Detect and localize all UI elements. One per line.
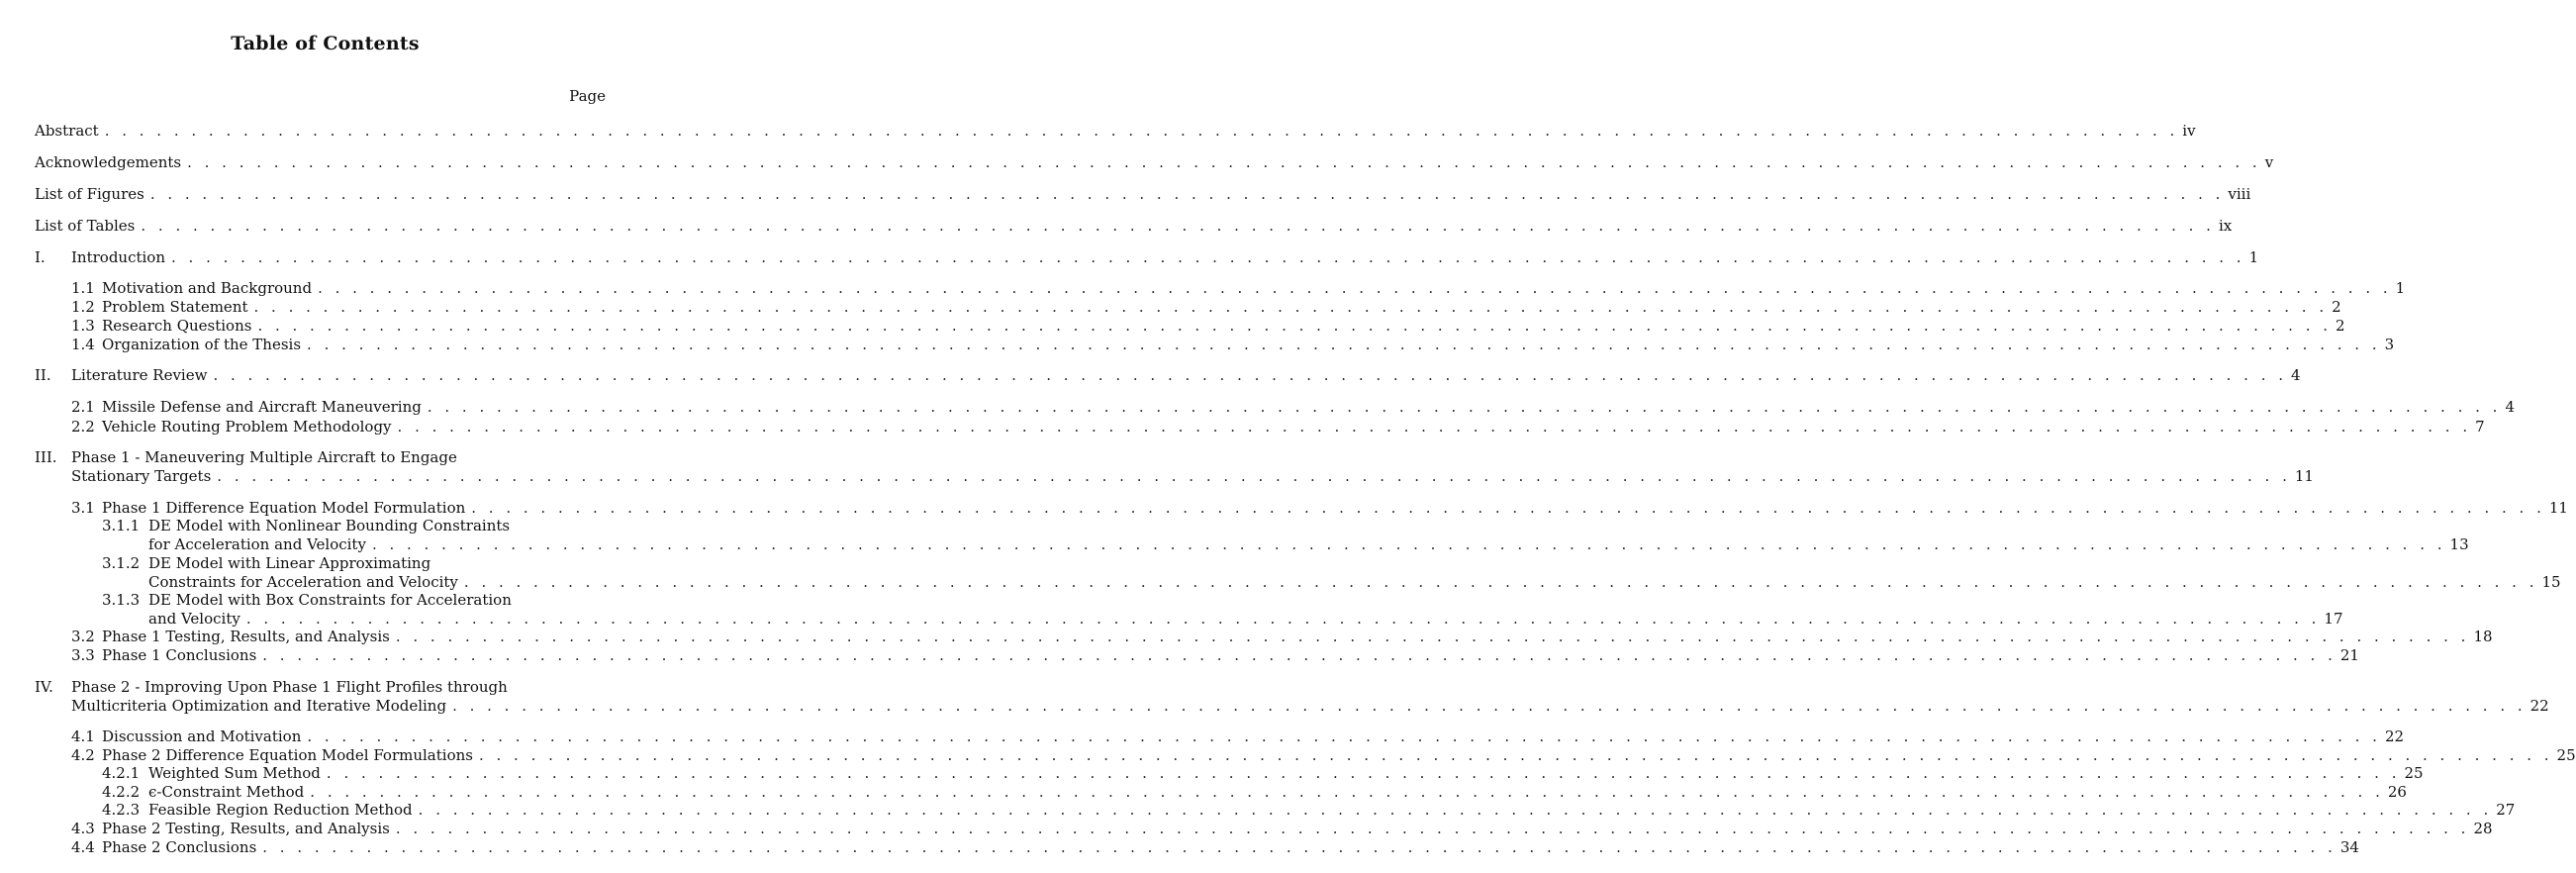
toc-entry-leader-line (102, 417, 2485, 436)
toc-entry-page: 3 (2384, 336, 2395, 353)
toc-entry-label: Feasible Region Reduction Method (148, 801, 413, 819)
toc-entry-page: 28 (2473, 820, 2493, 837)
toc-entry[interactable] (0, 696, 2549, 716)
toc-entry[interactable] (0, 800, 2516, 820)
toc-entry-label: Introduction (71, 248, 165, 266)
toc-entry-leader-line (148, 800, 2516, 820)
toc-entry-leader-line (102, 819, 2493, 838)
toc-entry-label: and Velocity (148, 610, 240, 628)
dot-leader: . . . . . . . . . . . . . . . . . . . . . . . . . . . . . . . . . . . . . . . . . . . . . . . . . . . . . . . . . . . . . . . . . . . . . . . . . . . . . . . . . . . . . . . . . . . . . . . . . . . . . . . . . . . . . . . . . . . . . . . . (307, 728, 2381, 745)
toc-entry-page: ix (2218, 217, 2233, 235)
toc-entry-page: 11 (2548, 499, 2568, 517)
toc-entry-label: Multicriteria Optimization and Iterative Modeling (71, 697, 447, 715)
toc-entry-page: viii (2228, 185, 2251, 203)
toc-entry-number: 1.1 (71, 279, 95, 297)
dot-leader: . . . . . . . . . . . . . . . . . . . . . . . . . . . . . . . . . . . . . . . . . . . . . . . . . . . . . . . . . . . . . . . . . . . . . . . . . . . . . . . . . . . . . . . . . . . . . . . . . . . . . . . . . . . . . . . . . . . . . . . . (217, 467, 2291, 485)
toc-entry-label: Stationary Targets (71, 467, 212, 485)
toc-entry-page: 22 (2384, 728, 2405, 745)
toc-entry[interactable] (0, 609, 2343, 629)
toc-entry-number: 3.1.2 (102, 554, 141, 572)
toc-entry-label: Phase 2 Conclusions (102, 838, 257, 856)
toc-entry-leader-line (102, 645, 2359, 665)
toc-entry[interactable] (0, 365, 2301, 385)
toc-entry-number: 4.1 (71, 728, 95, 745)
toc-entry-label-line1: DE Model with Linear Approximating (148, 554, 431, 572)
toc-entry-page: 2 (2336, 317, 2345, 335)
toc-entry[interactable] (0, 417, 2485, 436)
toc-entry-label: Literature Review (71, 366, 208, 384)
toc-entry-leader-line (102, 837, 2359, 857)
dot-leader: . . . . . . . . . . . . . . . . . . . . . . . . . . . . . . . . . . . . . . . . . . . . . . . . . . . . . . . . . . . . . . . . . . . . . . . . . . . . . . . . . . . . . . . . . . . . . . . . . . . . . . . . . . . . . . . . . . . . . . . . (397, 418, 2472, 436)
dot-leader: . . . . . . . . . . . . . . . . . . . . . . . . . . . . . . . . . . . . . . . . . . . . . . . . . . . . . . . . . . . . . . . . . . . . . . . . . . . . . . . . . . . . . . . . . . . . . . . . . . . . . . . . . . . . . . . . . . . . . . . . (149, 185, 2225, 203)
toc-entry-title-line (0, 516, 650, 535)
toc-entry-leader-line (148, 763, 2424, 783)
toc-entry-leader-line (71, 466, 2314, 486)
toc-entry-page: 25 (2404, 764, 2424, 782)
toc-entry-leader-line (102, 745, 2576, 765)
toc-entry-leader-line (71, 247, 2259, 267)
toc-entry-number: 4.2.2 (102, 783, 141, 801)
toc-entry[interactable] (0, 627, 2493, 646)
toc-entry-leader-line (102, 297, 2341, 317)
toc-entry-label: Vehicle Routing Problem Methodology (102, 418, 392, 436)
toc-entry-page: 26 (2387, 783, 2407, 801)
toc-entry-leader-line (102, 278, 2406, 298)
dot-leader: . . . . . . . . . . . . . . . . . . . . . . . . . . . . . . . . . . . . . . . . . . . . . . . . . . . . . . . . . . . . . . . . . . . . . . . . . . . . . . . . . . . . . . . . . . . . . . . . . . . . . . . . . . . . . . . . . . . . . . . . (452, 697, 2527, 715)
toc-entry-page: 15 (2541, 573, 2561, 591)
toc-entry-title-line (0, 553, 650, 573)
toc-entry-label: Motivation and Background (102, 279, 313, 297)
toc-entry-number: 3.1 (71, 499, 95, 517)
toc-entry-leader-line (35, 184, 2251, 204)
toc-entry[interactable] (0, 782, 2407, 802)
dot-leader: . . . . . . . . . . . . . . . . . . . . . . . . . . . . . . . . . . . . . . . . . . . . . . . . . . . . . . . . . . . . . . . . . . . . . . . . . . . . . . . . . . . . . . . . . . . . . . . . . . . . . . . . . . . . . . . . . . . . . . . . (213, 366, 2288, 384)
dot-leader: . . . . . . . . . . . . . . . . . . . . . . . . . . . . . . . . . . . . . . . . . . . . . . . . . . . . . . . . . . . . . . . . . . . . . . . . . . . . . . . . . . . . . . . . . . . . . . . . . . . . . . . . . . . . . . . . . . . . . . . . (262, 838, 2337, 856)
toc-entry-label-line1: Phase 1 - Maneuvering Multiple Aircraft to Engage (71, 448, 457, 466)
toc-entry-title-line (0, 590, 650, 610)
toc-entry-page: 2 (2332, 298, 2341, 316)
toc-entry-label: Research Questions (102, 317, 252, 335)
toc-entry-label: for Acceleration and Velocity (148, 535, 366, 553)
toc-entry-label: Phase 1 Conclusions (102, 646, 257, 664)
toc-entry[interactable] (0, 184, 2251, 204)
toc-entry-number: 3.1.3 (102, 591, 141, 609)
toc-entry[interactable] (0, 397, 2515, 417)
toc-entry-label: Discussion and Motivation (102, 728, 302, 745)
toc-entry-leader-line (148, 609, 2343, 629)
toc-entry-number: 1.4 (71, 336, 95, 353)
toc-entry-leader-line (102, 498, 2568, 518)
dot-leader: . . . . . . . . . . . . . . . . . . . . . . . . . . . . . . . . . . . . . . . . . . . . . . . . . . . . . . . . . . . . . . . . . . . . . . . . . . . . . . . . . . . . . . . . . . . . . . . . . . . . . . . . . . . . . . . . . . . . . . . . (395, 628, 2470, 645)
toc-entry-number: 3.1.1 (102, 517, 141, 534)
toc-entry-label: Phase 1 Difference Equation Model Formulation (102, 499, 466, 517)
dot-leader: . . . . . . . . . . . . . . . . . . . . . . . . . . . . . . . . . . . . . . . . . . . . . . . . . . . . . . . . . . . . . . . . . . . . . . . . . . . . . . . . . . . . . . . . . . . . . . . . . . . . . . . . . . . . . . . . . . . . . . . . (262, 646, 2337, 664)
dot-leader: . . . . . . . . . . . . . . . . . . . . . . . . . . . . . . . . . . . . . . . . . . . . . . . . . . . . . . . . . . . . . . . . . . . . . . . . . . . . . . . . . . . . . . . . . . . . . . . . . . . . . . . . . . . . . . . . . . . . . . . . (187, 153, 2261, 171)
toc-entry-page: 7 (2475, 418, 2485, 436)
toc-entry-number: 2.2 (71, 418, 95, 436)
toc-entry-leader-line (71, 365, 2301, 385)
toc-entry-leader-line (148, 572, 2561, 592)
toc-entry-page: 1 (2248, 248, 2259, 266)
toc-entry-label: Missile Defense and Aircraft Maneuvering (102, 398, 422, 416)
dot-leader: . . . . . . . . . . . . . . . . . . . . . . . . . . . . . . . . . . . . . . . . . . . . . . . . . . . . . . . . . . . . . . . . . . . . . . . . . . . . . . . . . . . . . . . . . . . . . . . . . . . . . . . . . . . . . . . . . . . . . . . . (245, 610, 2321, 628)
toc-entry-number: 1.3 (71, 317, 95, 335)
page-title: Table of Contents (231, 33, 420, 54)
toc-entry[interactable] (0, 763, 2424, 783)
dot-leader: . . . . . . . . . . . . . . . . . . . . . . . . . . . . . . . . . . . . . . . . . . . . . . . . . . . . . . . . . . . . . . . . . . . . . . . . . . . . . . . . . . . . . . . . . . . . . . . . . . . . . . . . . . . . . . . . . . . . . . . . (427, 398, 2502, 416)
toc-entry[interactable] (0, 278, 2406, 298)
dot-leader: . . . . . . . . . . . . . . . . . . . . . . . . . . . . . . . . . . . . . . . . . . . . . . . . . . . . . . . . . . . . . . . . . . . . . . . . . . . . . . . . . . . . . . . . . . . . . . . . . . . . . . . . . . . . . . . . . . . . . . . . (310, 783, 2384, 801)
toc-entry-leader-line (35, 121, 2196, 141)
dot-leader: . . . . . . . . . . . . . . . . . . . . . . . . . . . . . . . . . . . . . . . . . . . . . . . . . . . . . . . . . . . . . . . . . . . . . . . . . . . . . . . . . . . . . . . . . . . . . . . . . . . . . . . . . . . . . . . . . . . . . . . . (371, 535, 2446, 553)
toc-entry-number: 1.2 (71, 298, 95, 316)
toc-entry-title-line (0, 677, 650, 697)
dot-leader: . . . . . . . . . . . . . . . . . . . . . . . . . . . . . . . . . . . . . . . . . . . . . . . . . . . . . . . . . . . . . . . . . . . . . . . . . . . . . . . . . . . . . . . . . . . . . . . . . . . . . . . . . . . . . . . . . . . . . . . . (318, 279, 2392, 297)
dot-leader: . . . . . . . . . . . . . . . . . . . . . . . . . . . . . . . . . . . . . . . . . . . . . . . . . . . . . . . . . . . . . . . . . . . . . . . . . . . . . . . . . . . . . . . . . . . . . . . . . . . . . . . . . . . . . . . . . . . . . . . . (418, 801, 2493, 819)
toc-entry[interactable] (0, 466, 2314, 486)
toc-entry[interactable] (0, 745, 2576, 765)
toc-entry-page: 18 (2473, 628, 2493, 645)
toc-entry[interactable] (0, 572, 2561, 592)
toc-entry[interactable] (0, 837, 2359, 857)
toc-entry-leader-line (71, 696, 2549, 716)
toc-entry[interactable] (0, 316, 2345, 336)
toc-entry[interactable] (0, 152, 2274, 172)
toc-entry[interactable] (0, 727, 2405, 746)
dot-leader: . . . . . . . . . . . . . . . . . . . . . . . . . . . . . . . . . . . . . . . . . . . . . . . . . . . . . . . . . . . . . . . . . . . . . . . . . . . . . . . . . . . . . . . . . . . . . . . . . . . . . . . . . . . . . . . . . . . . . . . . (104, 122, 2179, 140)
toc-entry-leader-line (102, 316, 2345, 336)
toc-entry-number: 2.1 (71, 398, 95, 416)
toc-entry-page: 13 (2449, 535, 2469, 553)
toc-entry[interactable] (0, 297, 2341, 317)
toc-entry-leader-line (102, 727, 2405, 746)
toc-entry-number: III. (35, 448, 57, 466)
toc-entry-page: iv (2182, 122, 2196, 140)
toc-entry[interactable] (0, 498, 2568, 518)
toc-entry-number: 4.3 (71, 820, 95, 837)
toc-entry-label: Weighted Sum Method (148, 764, 321, 782)
toc-entry-label: Abstract (35, 122, 99, 140)
toc-entry-page: 21 (2339, 646, 2359, 664)
toc-entry[interactable] (0, 121, 2196, 141)
toc-entry-label: Phase 2 Testing, Results, and Analysis (102, 820, 390, 837)
toc-entry-number: 4.2.3 (102, 801, 141, 819)
toc-entry-page: 4 (2505, 398, 2515, 416)
toc-entry-leader-line (35, 216, 2233, 236)
toc-entry-page: 11 (2294, 467, 2314, 485)
toc-entry-label: Acknowledgements (35, 153, 182, 171)
toc-entry-page: 27 (2496, 801, 2516, 819)
dot-leader: . . . . . . . . . . . . . . . . . . . . . . . . . . . . . . . . . . . . . . . . . . . . . . . . . . . . . . . . . . . . . . . . . . . . . . . . . . . . . . . . . . . . . . . . . . . . . . . . . . . . . . . . . . . . . . . . . . . . . . . . (326, 764, 2401, 782)
toc-entry-leader-line (102, 397, 2515, 417)
toc-entry-label: List of Tables (35, 217, 136, 235)
toc-entry-page: 25 (2556, 746, 2576, 764)
dot-leader: . . . . . . . . . . . . . . . . . . . . . . . . . . . . . . . . . . . . . . . . . . . . . . . . . . . . . . . . . . . . . . . . . . . . . . . . . . . . . . . . . . . . . . . . . . . . . . . . . . . . . . . . . . . . . . . . . . . . . . . . (463, 573, 2538, 591)
page-column-header: Page (569, 87, 606, 105)
toc-entry-number: 3.2 (71, 628, 95, 645)
toc-entry-number: IV. (35, 678, 53, 696)
toc-entry-label: ϵ-Constraint Method (148, 783, 305, 801)
toc-entry[interactable] (0, 819, 2493, 838)
dot-leader: . . . . . . . . . . . . . . . . . . . . . . . . . . . . . . . . . . . . . . . . . . . . . . . . . . . . . . . . . . . . . . . . . . . . . . . . . . . . . . . . . . . . . . . . . . . . . . . . . . . . . . . . . . . . . . . . . . . . . . . . (395, 820, 2470, 837)
toc-entry[interactable] (0, 216, 2233, 236)
toc-entry-label-line1: DE Model with Nonlinear Bounding Constraints (148, 517, 511, 534)
toc-entry-page: 17 (2324, 610, 2343, 628)
toc-entry-label: Constraints for Acceleration and Velocity (148, 573, 458, 591)
dot-leader: . . . . . . . . . . . . . . . . . . . . . . . . . . . . . . . . . . . . . . . . . . . . . . . . . . . . . . . . . . . . . . . . . . . . . . . . . . . . . . . . . . . . . . . . . . . . . . . . . . . . . . . . . . . . . . . . . . . . . . . . (253, 298, 2329, 316)
toc-entry-leader-line (148, 534, 2469, 554)
toc-entry-number: 4.2 (71, 746, 95, 764)
toc-entry-number: II. (35, 366, 51, 384)
toc-entry-label: List of Figures (35, 185, 144, 203)
toc-entry-number: I. (35, 248, 46, 266)
dot-leader: . . . . . . . . . . . . . . . . . . . . . . . . . . . . . . . . . . . . . . . . . . . . . . . . . . . . . . . . . . . . . . . . . . . . . . . . . . . . . . . . . . . . . . . . . . . . . . . . . . . . . . . . . . . . . . . . . . . . . . . . (478, 746, 2553, 764)
toc-entry[interactable] (0, 335, 2395, 354)
toc-entry-number: 4.2.1 (102, 764, 141, 782)
toc-entry[interactable] (0, 534, 2469, 554)
toc-entry-page: 34 (2339, 838, 2359, 856)
toc-entry-page: 22 (2529, 697, 2549, 715)
toc-entry-label: Phase 1 Testing, Results, and Analysis (102, 628, 390, 645)
toc-entry-page: 1 (2395, 279, 2406, 297)
dot-leader: . . . . . . . . . . . . . . . . . . . . . . . . . . . . . . . . . . . . . . . . . . . . . . . . . . . . . . . . . . . . . . . . . . . . . . . . . . . . . . . . . . . . . . . . . . . . . . . . . . . . . . . . . . . . . . . . . . . . . . . . (307, 336, 2381, 353)
toc-entry-number: 3.3 (71, 646, 95, 664)
toc-entry-title-line (0, 447, 650, 467)
toc-entry-label: Problem Statement (102, 298, 248, 316)
toc-entry-leader-line (102, 335, 2395, 354)
dot-leader: . . . . . . . . . . . . . . . . . . . . . . . . . . . . . . . . . . . . . . . . . . . . . . . . . . . . . . . . . . . . . . . . . . . . . . . . . . . . . . . . . . . . . . . . . . . . . . . . . . . . . . . . . . . . . . . . . . . . . . . . (171, 248, 2245, 266)
toc-entry-label: Organization of the Thesis (102, 336, 302, 353)
toc-entry-leader-line (102, 627, 2493, 646)
toc-entry-label-line1: DE Model with Box Constraints for Acceleration (148, 591, 512, 609)
toc-entry-label: Phase 2 Difference Equation Model Formulations (102, 746, 473, 764)
toc-entry-leader-line (35, 152, 2274, 172)
toc-entry[interactable] (0, 645, 2359, 665)
toc-entry-page: 4 (2291, 366, 2301, 384)
toc-entry-page: v (2264, 153, 2274, 171)
dot-leader: . . . . . . . . . . . . . . . . . . . . . . . . . . . . . . . . . . . . . . . . . . . . . . . . . . . . . . . . . . . . . . . . . . . . . . . . . . . . . . . . . . . . . . . . . . . . . . . . . . . . . . . . . . . . . . . . . . . . . . . . (471, 499, 2545, 517)
toc-entry-number: 4.4 (71, 838, 95, 856)
dot-leader: . . . . . . . . . . . . . . . . . . . . . . . . . . . . . . . . . . . . . . . . . . . . . . . . . . . . . . . . . . . . . . . . . . . . . . . . . . . . . . . . . . . . . . . . . . . . . . . . . . . . . . . . . . . . . . . . . . . . . . . . (257, 317, 2333, 335)
toc-entry[interactable] (0, 247, 2259, 267)
dot-leader: . . . . . . . . . . . . . . . . . . . . . . . . . . . . . . . . . . . . . . . . . . . . . . . . . . . . . . . . . . . . . . . . . . . . . . . . . . . . . . . . . . . . . . . . . . . . . . . . . . . . . . . . . . . . . . . . . . . . . . . . (141, 217, 2215, 235)
toc-entry-leader-line (148, 782, 2407, 802)
toc-entry-label-line1: Phase 2 - Improving Upon Phase 1 Flight Profiles through (71, 678, 508, 696)
